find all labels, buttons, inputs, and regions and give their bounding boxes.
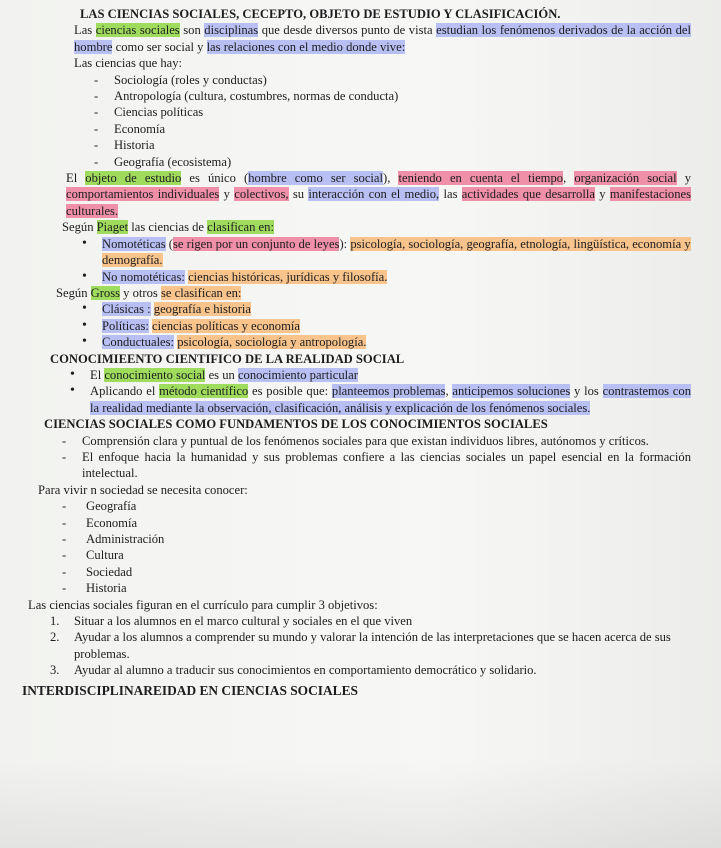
highlight: se rigen por un conjunto de leyes bbox=[173, 236, 340, 251]
text: son bbox=[179, 23, 205, 38]
section-heading: INTERDISCIPLINAREIDAD EN CIENCIAS SOCIALES bbox=[22, 682, 358, 698]
highlight: psicología, sociología, geografía, etnología, lingüística, economía y demografía. bbox=[102, 236, 691, 268]
piaget-intro bbox=[22, 219, 691, 235]
piaget-list bbox=[22, 236, 691, 285]
list-number: 1. bbox=[50, 614, 60, 629]
sciences-intro: Las ciencias que hay: bbox=[74, 56, 183, 71]
highlight: método científico bbox=[159, 384, 249, 399]
category-label: Nomotéticas bbox=[102, 236, 166, 251]
needs-list bbox=[22, 498, 691, 596]
objectives-list bbox=[22, 613, 691, 679]
highlight: Piaget bbox=[96, 220, 129, 235]
highlight: actividades que desarrolla bbox=[461, 187, 595, 202]
list-item: - Geografía (ecosistema) bbox=[94, 154, 691, 170]
list-item: - Economía bbox=[62, 515, 691, 531]
list-item: - Administración bbox=[62, 531, 691, 547]
highlight: teniendo en cuenta el tiempo bbox=[398, 171, 564, 186]
objectives-intro: Las ciencias sociales figuran en el currículo para cumplir 3 objetivos: bbox=[28, 597, 378, 612]
highlight: ciencias históricas, jurídicas y filosofía. bbox=[188, 269, 388, 284]
list-item: - Historia bbox=[62, 580, 691, 596]
text: Situar a los alumnos en el marco cultural y sociales en el que viven bbox=[74, 614, 413, 629]
text: El bbox=[90, 367, 105, 382]
foundations-list bbox=[22, 433, 691, 482]
highlight: las relaciones con el medio donde vive: bbox=[206, 39, 406, 54]
intro-paragraph bbox=[22, 22, 691, 55]
highlight: disciplinas bbox=[204, 23, 259, 38]
list-number: 3. bbox=[50, 663, 60, 678]
text: Ayudar al alumno a traducir sus conocimientos en comportamiento democrático y solidario. bbox=[74, 663, 537, 678]
text: El bbox=[66, 171, 86, 186]
list-item bbox=[82, 269, 691, 285]
list-item: - Cultura bbox=[62, 547, 691, 563]
list-item: - Historia bbox=[94, 137, 691, 153]
list-item: - Economía bbox=[94, 121, 691, 137]
needs-intro: Para vivir n sociedad se necesita conocer: bbox=[38, 482, 248, 497]
gross-list bbox=[22, 301, 691, 350]
list-item bbox=[82, 318, 691, 334]
category-label: No nomotéticas: bbox=[102, 269, 185, 284]
list-item: - Sociedad bbox=[62, 564, 691, 580]
gross-intro bbox=[22, 285, 691, 301]
category-label: Conductuales: bbox=[102, 335, 175, 350]
text: las ciencias de bbox=[128, 220, 208, 235]
list-item bbox=[70, 367, 691, 383]
highlight: ciencias políticas y economía bbox=[152, 318, 300, 333]
list-item: - Geografía bbox=[62, 498, 691, 514]
highlight: interacción con el medio, bbox=[308, 187, 440, 202]
text: ( bbox=[165, 236, 173, 251]
list-number: 2. bbox=[50, 630, 60, 645]
text: como ser social y bbox=[112, 39, 207, 54]
highlight: anticipemos soluciones bbox=[452, 384, 571, 399]
list-item bbox=[70, 383, 691, 416]
text: , bbox=[563, 171, 575, 186]
text: y bbox=[219, 187, 235, 202]
section-heading: CIENCIAS SOCIALES COMO FUNDAMENTOS DE LOS CONOCIMIENTOS SOCIALES bbox=[44, 417, 548, 432]
list-item bbox=[82, 301, 691, 317]
text: las bbox=[439, 187, 462, 202]
section-heading: CONOCIMIEENTO CIENTIFICO DE LA REALIDAD SOCIAL bbox=[50, 351, 405, 366]
text: ): bbox=[339, 236, 351, 251]
text: , bbox=[445, 384, 453, 399]
list-item bbox=[50, 613, 691, 629]
list-item bbox=[82, 334, 691, 350]
text: ), bbox=[383, 171, 399, 186]
list-item: - Sociología (roles y conductas) bbox=[94, 72, 691, 88]
text: y bbox=[594, 187, 610, 202]
document-title: LAS CIENCIAS SOCIALES, CECEPTO, OBJETO DE ESTUDIO Y CLASIFICACIÓN. bbox=[80, 7, 561, 21]
scientific-list bbox=[22, 367, 691, 416]
text: es un bbox=[205, 367, 238, 382]
sciences-list bbox=[22, 72, 691, 170]
object-paragraph bbox=[22, 170, 691, 219]
highlight: manifestaciones culturales. bbox=[66, 187, 692, 218]
text: es posible que: bbox=[248, 384, 332, 399]
highlight: geografía e historia bbox=[153, 302, 251, 317]
highlight: se clasifican en: bbox=[160, 285, 242, 300]
text: Las bbox=[74, 23, 96, 38]
text: Ayudar a los alumnos a comprender su mundo y valorar la intención de las interpretaciones que se hacen acerca de sus problemas. bbox=[74, 630, 671, 661]
category-label: Clásicas : bbox=[102, 302, 151, 317]
highlight: clasifican en: bbox=[207, 220, 274, 235]
text: Según bbox=[56, 285, 91, 300]
text: su bbox=[288, 187, 309, 202]
highlight: estudian los fenómenos derivados de la acción del hombre bbox=[74, 23, 691, 54]
highlight: objeto de estudio bbox=[85, 171, 182, 186]
highlight: comportamientos individuales bbox=[66, 187, 220, 202]
text: que desde diversos punto de vista bbox=[258, 23, 437, 38]
highlight: conocimiento particular bbox=[237, 367, 358, 382]
highlight: organización social bbox=[574, 171, 677, 186]
list-item bbox=[50, 662, 691, 678]
text: Según bbox=[62, 220, 97, 235]
highlight: Gross bbox=[90, 285, 121, 300]
text: es único ( bbox=[181, 171, 249, 186]
category-label: Políticas: bbox=[102, 318, 149, 333]
highlight: ciencias sociales bbox=[95, 23, 180, 38]
list-item: - Antropología (cultura, costumbres, normas de conducta) bbox=[94, 88, 691, 104]
list-item bbox=[82, 236, 691, 269]
list-item: - El enfoque hacia la humanidad y sus problemas confiere a las ciencias sociales un papel esencial en la formación intelectual. bbox=[62, 449, 691, 482]
list-item: - Comprensión clara y puntual de los fenómenos sociales para que existan individuos libres, autónomos y críticos. bbox=[62, 433, 691, 449]
list-item: - Ciencias políticas bbox=[94, 104, 691, 120]
text: Aplicando el bbox=[90, 384, 160, 399]
photo-shadow bbox=[0, 758, 721, 848]
text: y otros bbox=[120, 285, 161, 300]
highlight: conocimiento social bbox=[104, 367, 206, 382]
highlight: colectivos, bbox=[234, 187, 289, 202]
highlight: contrastemos con la realidad mediante la observación, clasificación, análisis y explicación de los fenómenos sociales. bbox=[90, 384, 691, 415]
highlight: psicología, sociología y antropología. bbox=[177, 335, 367, 350]
text: y bbox=[676, 171, 691, 186]
list-item bbox=[50, 629, 691, 662]
highlight: planteemos problemas bbox=[331, 384, 446, 399]
highlight: hombre como ser social bbox=[248, 171, 384, 186]
text: y los bbox=[570, 384, 603, 399]
